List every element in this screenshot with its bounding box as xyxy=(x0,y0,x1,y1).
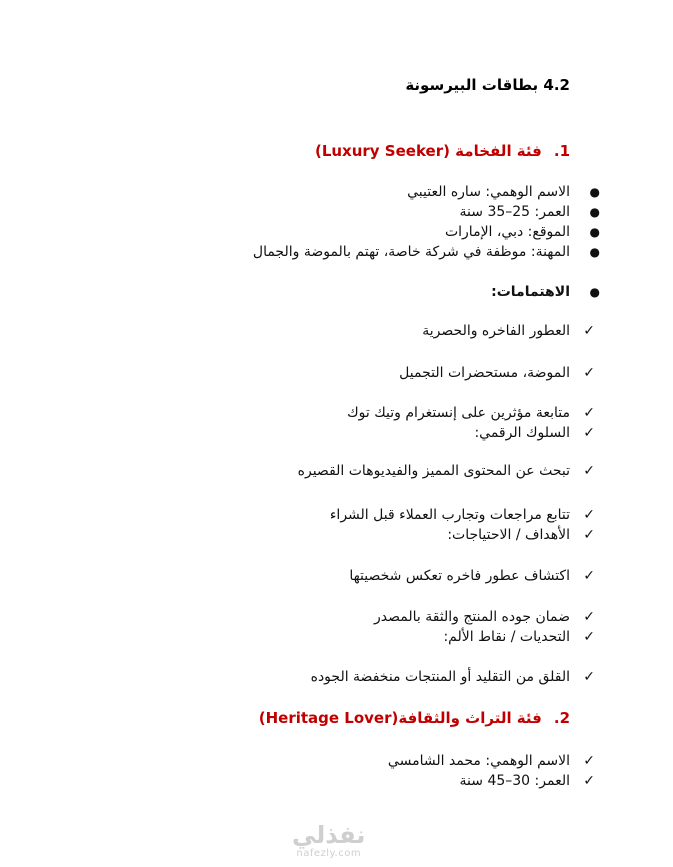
bullet-dot-icon: ● xyxy=(589,245,600,259)
bullet-job: ● المهنة: موظفة في شركة خاصة، تهتم بالموضة والجمال xyxy=(252,244,600,260)
bullet-location: ● الموقع: دبي، الإمارات xyxy=(444,224,600,240)
checkmark-icon: ✓ xyxy=(583,753,595,769)
checkmark-icon: ✓ xyxy=(583,568,595,584)
check-item: ✓ التحديات / نقاط الألم: xyxy=(443,629,595,645)
checkmark-icon: ✓ xyxy=(583,425,595,441)
bullet-name: ● الاسم الوهمي: ساره العتيبي xyxy=(407,184,600,200)
check-item: ✓ الأهداف / الاحتياجات: xyxy=(447,527,595,543)
checkmark-icon: ✓ xyxy=(583,773,595,789)
checkmark-icon: ✓ xyxy=(583,365,595,381)
bullet-age: ● العمر: 25–35 سنة xyxy=(459,204,600,220)
check-item: ✓ العمر: 30–45 سنة xyxy=(459,773,595,789)
checkmark-icon: ✓ xyxy=(583,323,595,339)
persona-2-title: فئة التراث والثقافة(Heritage Lover) xyxy=(258,709,542,727)
watermark-logo xyxy=(292,822,365,860)
check-item: ✓ السلوك الرقمي: xyxy=(474,425,595,441)
interests-label: ● الاهتمامات: xyxy=(491,284,600,300)
watermark-latin: nafezly.com xyxy=(296,848,362,859)
persona-1-heading xyxy=(315,142,570,160)
checkmark-icon: ✓ xyxy=(583,405,595,421)
persona-1-title: فئة الفخامة (Luxury Seeker) xyxy=(314,142,542,160)
check-item: ✓ الموضة، مستحضرات التجميل xyxy=(399,365,595,381)
check-item: ✓ تبحث عن المحتوى المميز والفيديوهات القصيره xyxy=(297,463,595,479)
persona-2-number: 2. xyxy=(553,709,570,727)
bullet-dot-icon: ● xyxy=(589,285,600,299)
bullet-dot-icon: ● xyxy=(589,185,600,199)
checkmark-icon: ✓ xyxy=(583,669,595,685)
persona-1-number: 1. xyxy=(553,142,570,160)
check-item: ✓ اكتشاف عطور فاخره تعكس شخصيتها xyxy=(349,568,595,584)
check-item: ✓ الاسم الوهمي: محمد الشامسي xyxy=(387,753,595,769)
watermark-arabic: نفذلي xyxy=(292,821,366,849)
section-title: 4.2 بطاقات البيرسونة xyxy=(405,76,570,94)
persona-2-heading xyxy=(259,709,570,727)
bullet-dot-icon: ● xyxy=(589,205,600,219)
check-item: ✓ القلق من التقليد أو المنتجات منخفضة الجوده xyxy=(310,669,595,685)
bullet-dot-icon: ● xyxy=(589,225,600,239)
check-item: ✓ ضمان جوده المنتج والثقة بالمصدر xyxy=(373,609,595,625)
checkmark-icon: ✓ xyxy=(583,507,595,523)
check-item: ✓ العطور الفاخره والحصرية xyxy=(422,323,595,339)
checkmark-icon: ✓ xyxy=(583,463,595,479)
checkmark-icon: ✓ xyxy=(583,629,595,645)
check-item: ✓ متابعة مؤثرين على إنستغرام وتيك توك xyxy=(347,405,595,421)
checkmark-icon: ✓ xyxy=(583,609,595,625)
check-item: ✓ تتابع مراجعات وتجارب العملاء قبل الشراء xyxy=(329,507,595,523)
checkmark-icon: ✓ xyxy=(583,527,595,543)
